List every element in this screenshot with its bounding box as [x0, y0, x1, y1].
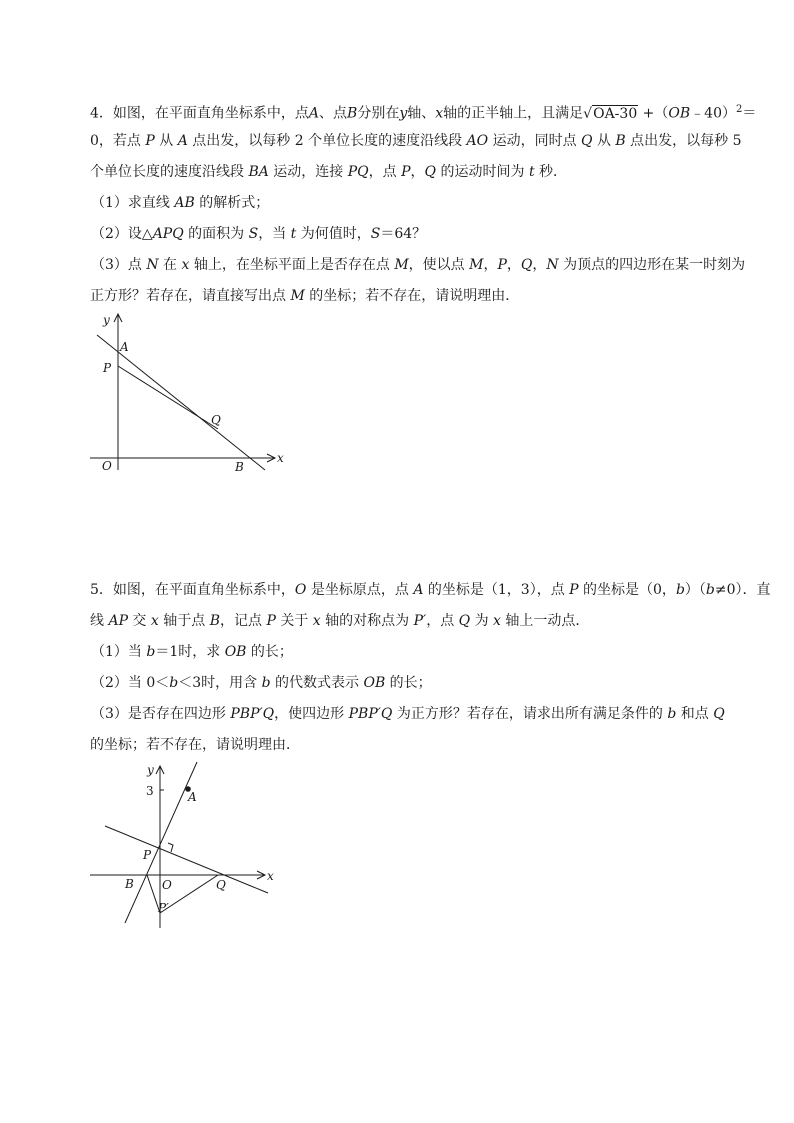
p5-question-1: （1）当 b＝1时，求 OB 的长； — [91, 644, 293, 660]
label-A: A — [120, 340, 129, 354]
p4-line3: 个单位长度的速度沿线段 BA 运动，连接 PQ，点 P，Q 的运动时间为 t 秒． — [90, 164, 568, 180]
line-AB — [97, 335, 265, 470]
label-P: P — [103, 361, 112, 375]
line-AP — [125, 762, 197, 923]
label-O: O — [102, 459, 112, 473]
sqrt-symbol: √ — [583, 105, 593, 122]
p4-question-3a: （3）点 N 在 x 轴上，在坐标平面上是否存在点 M，使以点 M，P，Q，N 为顶点的四边形在某一时刻为 — [91, 257, 746, 273]
p4-line1: 4．如图，在平面直角坐标系中，点A、点B分别在y轴、x轴的正半轴上，且满足√OA-30 +（OB﹣40）$^2$＝ — [90, 104, 757, 122]
label-x: x — [267, 869, 274, 883]
p5-line2: 线 AP 交 x 轴于点 B，记点 P 关于 x 轴的对称点为 P′，点 Q 为 x 轴上一动点． — [90, 613, 590, 629]
label-O: O — [162, 878, 172, 892]
label-3: 3 — [146, 784, 154, 798]
sqrt-radicand: OA-30 — [593, 105, 638, 122]
p4-question-3b: 正方形？若存在，请直接写出点 M 的坐标；若不存在，请说明理由． — [90, 288, 520, 304]
label-x: x — [277, 451, 284, 465]
problem-number: 5． — [90, 582, 113, 598]
p4-question-2: （2）设△APQ 的面积为 S，当 t 为何值时，S＝64？ — [91, 226, 427, 242]
label-P: P — [143, 848, 152, 862]
p4-line2: 0，若点 P 从 A 点出发，以每秒 2 个单位长度的速度沿线段 AO 运动，同时点 Q 从 B 点出发，以每秒 5 — [90, 133, 742, 149]
label-B: B — [125, 877, 134, 891]
label-y: y — [147, 763, 154, 777]
label-P-prime: P′ — [158, 901, 169, 915]
problem-number: 4． — [90, 105, 113, 122]
label-y: y — [103, 313, 110, 327]
p5-question-3a: （3）是否存在四边形 PBP′Q，使四边形 PBP′Q 为正方形？若存在，请求出所有满足条件的 b 和点 Q — [91, 706, 725, 722]
label-Q: Q — [211, 413, 221, 427]
label-B: B — [235, 460, 244, 474]
right-angle-mark-icon — [168, 843, 173, 852]
p5-line1: 5．如图，在平面直角坐标系中，O 是坐标原点，点 A 的坐标是（1，3），点 P 的坐标是（0，b）（b≠0）．直 — [90, 582, 771, 598]
label-Q: Q — [216, 878, 226, 892]
segment-PQ — [118, 366, 218, 429]
label-A: A — [188, 790, 197, 804]
p5-question-2: （2）当 0＜b＜3时，用含 b 的代数式表示 OB 的长； — [91, 675, 432, 691]
figure-5 — [85, 760, 285, 930]
p4-question-1: （1）求直线 AB 的解析式； — [91, 195, 270, 211]
p5-question-3b: 的坐标；若不存在，请说明理由． — [90, 737, 300, 753]
figure-4 — [85, 310, 295, 480]
